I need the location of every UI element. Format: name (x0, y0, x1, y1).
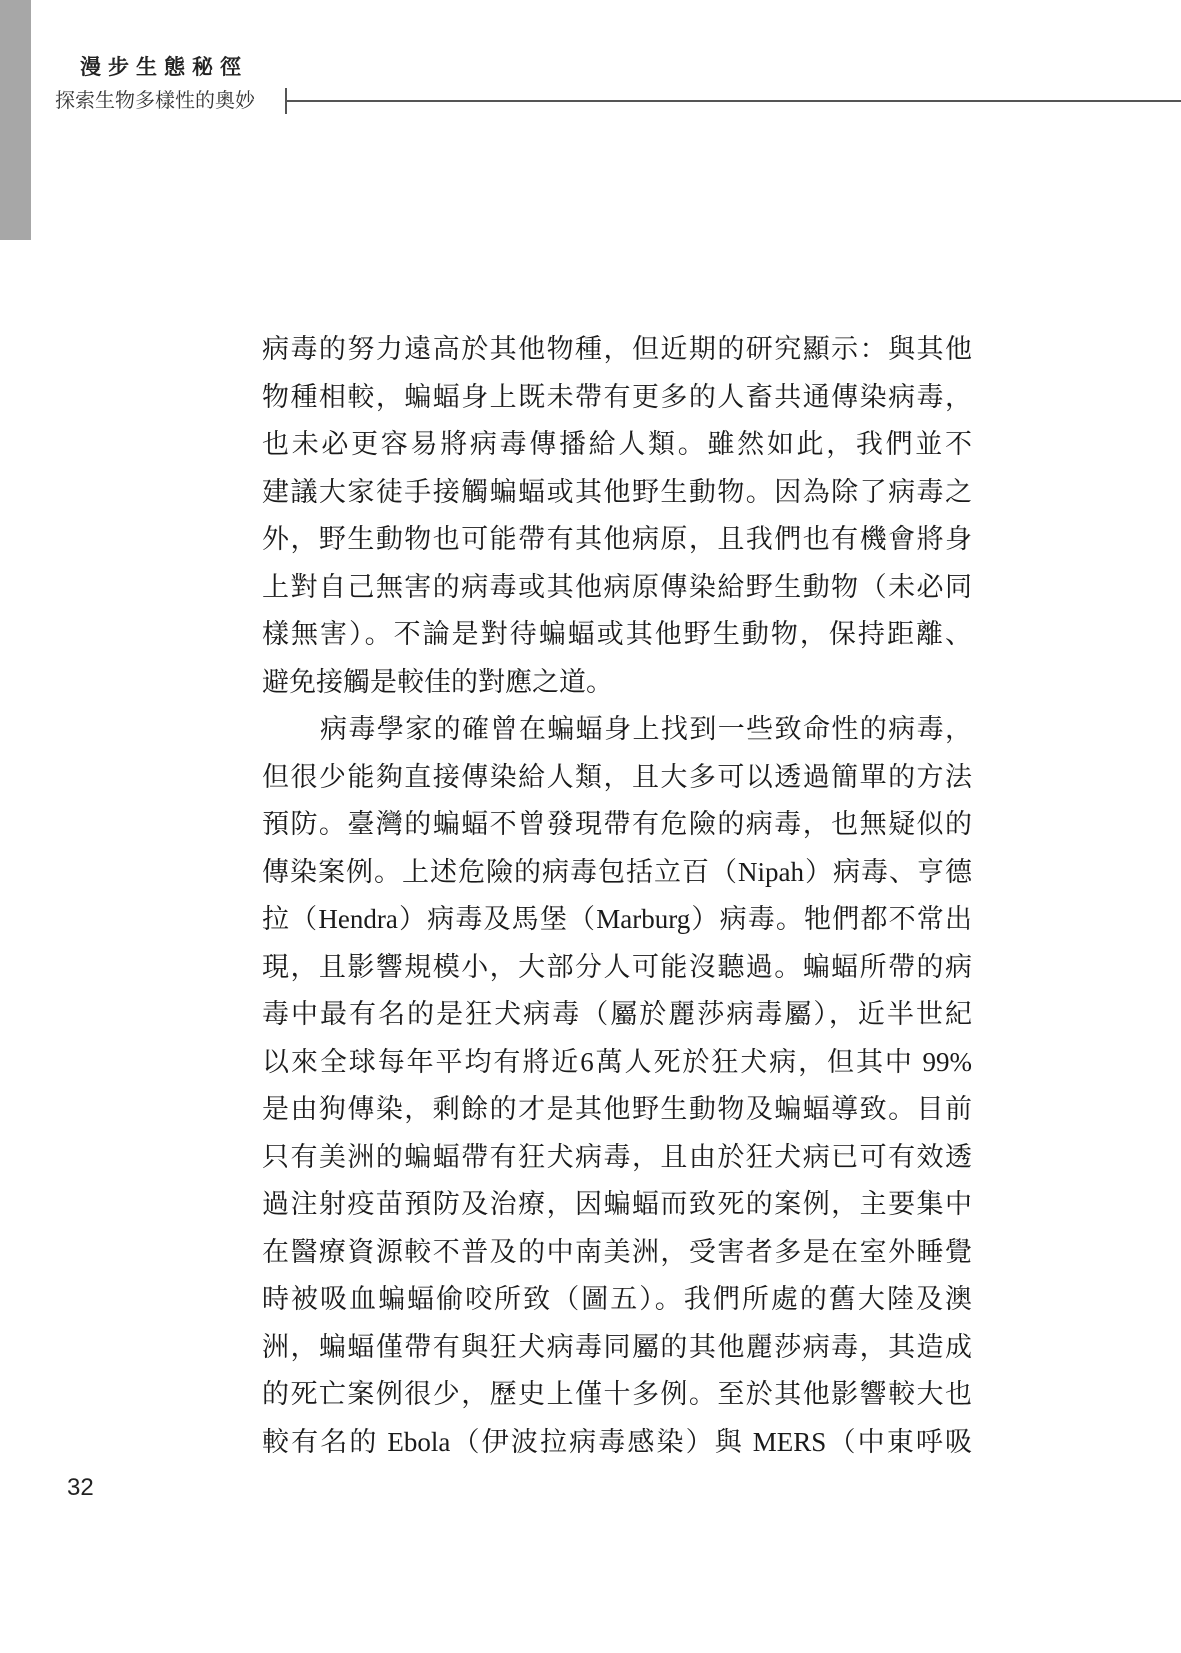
text-line: 過注射疫苗預防及治療，因蝙蝠而致死的案例，主要集中 (262, 1189, 972, 1219)
chapter-tab-bar (0, 0, 31, 240)
text-line: 較有名的 Ebola（伊波拉病毒感染）與 MERS（中東呼吸 (262, 1426, 972, 1457)
text-line: 拉（Hendra）病毒及馬堡（Marburg）病毒。牠們都不常出 (262, 904, 972, 934)
text-line: 現，且影響規模小，大部分人可能沒聽過。蝙蝠所帶的病 (262, 951, 972, 982)
text-line: 是由狗傳染，剩餘的才是其他野生動物及蝙蝠導致。目前 (262, 1094, 972, 1124)
text-line: 毒中最有名的是狂犬病毒（屬於麗莎病毒屬），近半世紀 (262, 999, 972, 1029)
text-line: 的死亡案例很少，歷史上僅十多例。至於其他影響較大也 (262, 1379, 972, 1409)
text-line: 避免接觸是較佳的對應之道。 (262, 666, 613, 697)
text-line: 也未必更容易將病毒傳播給人類。雖然如此，我們並不 (262, 429, 972, 459)
text-line: 樣無害）。不論是對待蝙蝠或其他野生動物，保持距離、 (262, 619, 972, 649)
text-line: 只有美洲的蝙蝠帶有狂犬病毒，且由於狂犬病已可有效透 (262, 1141, 972, 1172)
text-line: 洲，蝙蝠僅帶有與狂犬病毒同屬的其他麗莎病毒，其造成 (262, 1331, 972, 1362)
text-line: 建議大家徒手接觸蝙蝠或其他野生動物。因為除了病毒之 (262, 476, 972, 507)
text-line: 物種相較，蝙蝠身上既未帶有更多的人畜共通傳染病毒， (262, 381, 972, 412)
header-rule (285, 100, 1181, 102)
text-line: 時被吸血蝙蝠偷咬所致（圖五）。我們所處的舊大陸及澳 (262, 1284, 972, 1314)
text-line: 病毒的努力遠高於其他物種，但近期的研究顯示：與其他 (262, 334, 972, 364)
body-text (262, 326, 972, 1466)
paragraph (262, 706, 972, 1466)
text-line: 但很少能夠直接傳染給人類，且大多可以透過簡單的方法 (262, 761, 972, 792)
series-title: 漫步生態秘徑 (80, 56, 248, 79)
text-line: 以來全球每年平均有將近6萬人死於狂犬病，但其中 99% (262, 1046, 972, 1077)
series-subtitle: 探索生物多樣性的奧妙 (55, 90, 255, 112)
text-line: 上對自己無害的病毒或其他病原傳染給野生動物（未必同 (262, 571, 972, 602)
paragraph (262, 326, 972, 706)
text-line: 預防。臺灣的蝙蝠不曾發現帶有危險的病毒，也無疑似的 (262, 809, 972, 839)
text-line: 病毒學家的確曾在蝙蝠身上找到一些致命性的病毒， (320, 714, 972, 744)
text-line: 在醫療資源較不普及的中南美洲，受害者多是在室外睡覺 (262, 1236, 972, 1267)
text-line: 外，野生動物也可能帶有其他病原，且我們也有機會將身 (262, 524, 972, 554)
text-line: 傳染案例。上述危險的病毒包括立百（Nipah）病毒、亨德 (262, 856, 972, 887)
page-number: 32 (67, 1474, 94, 1501)
